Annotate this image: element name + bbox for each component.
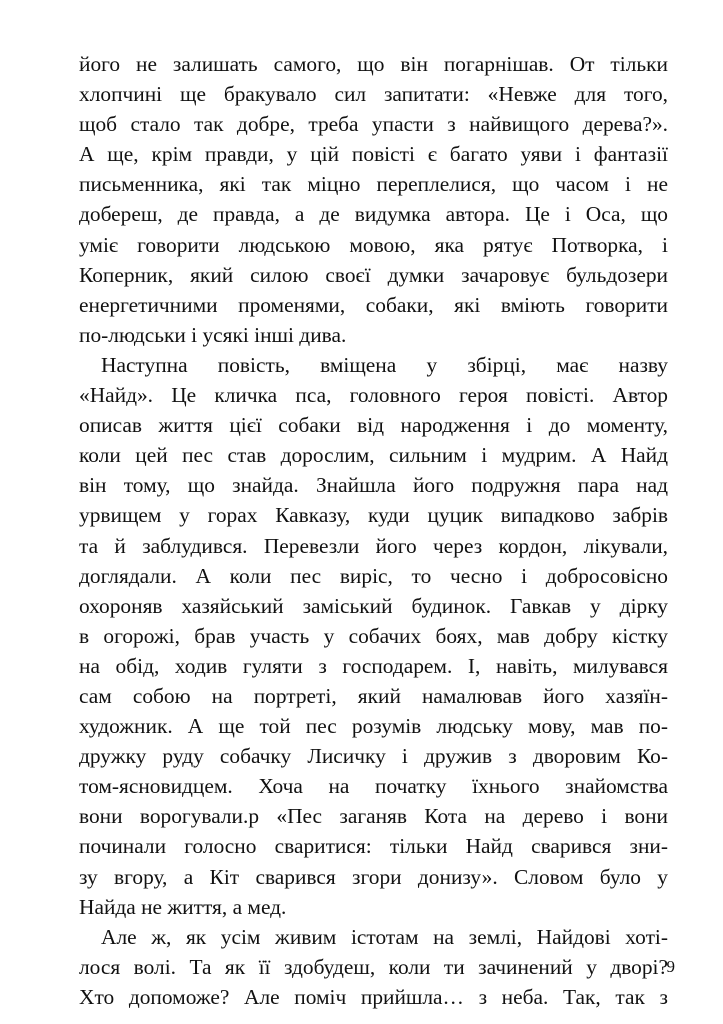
text-line: щоб стало так добре, треба упасти з найвищого дерева?». [79, 112, 668, 137]
body-text [79, 49, 668, 1012]
text-line: починали голосно сваритися: тільки Найд сварився зни- [79, 834, 668, 859]
paragraph-start-line: Наступна повість, вміщена у збірці, має назву [101, 352, 668, 377]
text-line: по-людськи і усякі інші дива. [79, 322, 347, 347]
text-line: хлопчині ще бракувало сил запитати: «Невже для того, [79, 82, 668, 107]
text-line: А ще, крім правди, у цій повісті є багато уяви і фантазії [79, 142, 668, 167]
text-line: добереш, де правда, а де видумка автора. Це і Оса, що [79, 202, 668, 227]
text-line: Хто допоможе? Але поміч прийшла… з неба. Так, так з [79, 984, 668, 1009]
text-line: охороняв хазяйський заміський будинок. Гавкав у дірку [79, 593, 668, 618]
text-line: том-ясновидцем. Хоча на початку їхнього знайомства [79, 774, 668, 799]
text-line: Коперник, який силою своєї думки зачаровує бульдозери [79, 262, 668, 287]
text-line: доглядали. А коли пес виріс, то чесно і добросовісно [79, 563, 668, 588]
text-line: лося волі. Та як її здобудеш, коли ти зачинений у дворі? [79, 954, 668, 979]
page-number: 9 [666, 957, 675, 976]
text-line: енергетичними променями, собаки, які вміють говорити [79, 292, 668, 317]
text-line: уміє говорити людською мовою, яка рятує Потворка, і [79, 232, 668, 257]
text-line: вони ворогували.р «Пес заганяв Кота на дерево і вони [79, 804, 668, 829]
text-line: дружку руду собачку Лисичку і дружив з дворовим Ко- [79, 744, 668, 769]
text-line: урвищем у горах Кавказу, куди цуцик випадково забрів [79, 503, 668, 528]
text-line: Найда не життя, а мед. [79, 894, 287, 919]
text-line: його не залишать самого, що він погарнішав. От тільки [79, 52, 668, 76]
text-line: описав життя цієї собаки від народження і до моменту, [79, 413, 668, 438]
text-line: «Найд». Це кличка пса, головного героя повісті. Автор [79, 383, 668, 408]
text-line: коли цей пес став дорослим, сильним і мудрим. А Найд [79, 443, 668, 468]
text-line: художник. А ще той пес розумів людську мову, мав по- [79, 714, 668, 739]
text-line: зу вгору, а Кіт сварився згори донизу». Словом було у [79, 864, 668, 889]
text-line: в огорожі, брав участь у собачих боях, мав добру кістку [79, 623, 668, 648]
text-line: сам собою на портреті, який намалював його хазяїн- [79, 683, 668, 708]
text-line: він тому, що знайда. Знайшла його подружня пара над [79, 473, 668, 498]
text-line: на обід, ходив гуляти з господарем. І, навіть, милувався [79, 653, 668, 678]
text-line: та й заблудився. Перевезли його через кордон, лікували, [79, 533, 668, 558]
text-line: письменника, які так міцно переплелися, що часом і не [79, 172, 668, 197]
paragraph-start-line: Але ж, як усім живим істотам на землі, Найдові хоті- [101, 924, 668, 949]
